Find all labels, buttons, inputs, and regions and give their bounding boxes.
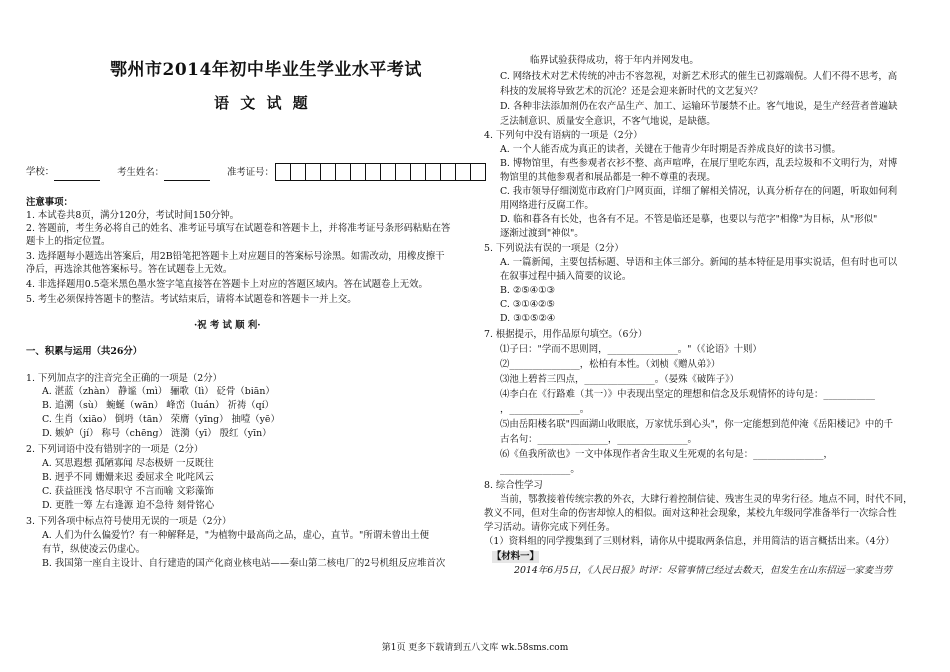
question-8-paragraph: 教义不同，但对生命的伤害却惊人的相似。面对这种社会现象，某校九年级同学准备举行一次综合性	[484, 508, 897, 519]
page-footer: 第1页 更多下载请到五八文库 wk.58sms.com	[381, 643, 569, 653]
note-item: 净后，再选涂其他答案标号。答在试题卷上无效。	[26, 264, 233, 275]
question-3-option: C. 网络技术对艺术传统的冲击不容忽视，对新艺术形式的催生已初露端倪。人们不得不思考，高	[500, 71, 898, 82]
question-7-item: _______________。	[500, 464, 580, 475]
question-7-item: ⑸由岳阳楼名联"四面湖山收眼底，万家忧乐到心头"，你一定能想到范仲淹《岳阳楼记》中的千	[500, 419, 894, 430]
question-5-option: 在叙事过程中插入简要的议论。	[500, 271, 632, 282]
question-1-option: D. 嫉妒（jí） 称号（chēng） 涟漪（yī） 殷红（yīn）	[42, 428, 272, 439]
question-4-stem: 4. 下列句中没有语病的一项是（2分）	[484, 130, 643, 141]
question-3-stem: 3. 下列各项中标点符号使用无误的一项是（2分）	[26, 516, 232, 527]
question-8-task: （1）资料组的同学搜集到了三则材料，请你从中提取两条信息，并用简洁的语言概括出来。（4分）	[484, 536, 895, 547]
question-4-option: 逐渐过渡到"神似"。	[500, 228, 584, 239]
school-field[interactable]	[54, 170, 100, 181]
question-4-option: C. 我市领导仔细浏览市政府门户网页面，详细了解相关情况，认真分析存在的问题，听取如何利	[500, 186, 898, 197]
exam-title: 鄂州市2014年初中毕业生学业水平考试	[110, 60, 422, 80]
question-7-item: ⑴子曰："学而不思则罔，_______________。"（《论语》十则）	[500, 344, 762, 355]
question-7-item: ⑶池上碧苔三四点，_______________。（晏殊《破阵子》）	[500, 374, 740, 385]
question-5-option: B. ②⑤④①③	[500, 285, 555, 296]
question-1-option: C. 生肖（xiāo） 倒坍（tān） 荣膺（yīng） 抽噎（yē）	[42, 414, 280, 425]
question-3-option: A. 人们为什么偏爱竹？有一种解释是，"为植物中最高尚之品，虚心，直节。"所谓未曾出土便	[42, 530, 429, 541]
question-8-paragraph: 学习活动。请你完成下列任务。	[484, 522, 616, 533]
question-5-stem: 5. 下列说法有误的一项是（2分）	[484, 243, 624, 254]
question-3-option: B. 我国第一座自主设计、自行建造的国产化商业核电站——秦山第二核电厂的2号机组反应堆首次	[42, 558, 446, 569]
question-1-stem: 1. 下列加点字的注音完全正确的一项是（2分）	[26, 373, 223, 384]
question-4-option: 用网络进行反腐工作。	[500, 200, 594, 211]
note-item: 题卡上的指定位置。	[26, 236, 111, 247]
name-field[interactable]	[164, 170, 210, 181]
question-8-paragraph: 当前，鄂教接着传统宗教的外衣，大肆行着控制信徒、残害生灵的卑劣行径。地点不同，时代不同，	[500, 494, 913, 505]
school-label: 学校：	[26, 166, 55, 178]
note-item: 1. 本试卷共8页，满分120分，考试时间150分钟。	[26, 210, 240, 221]
good-luck-wish: ·祝 考 试 顺 利·	[194, 320, 261, 331]
question-7-item: 古名句：_______________，_______________。	[500, 434, 697, 445]
notes-heading: 注意事项：	[26, 197, 73, 208]
question-7-stem: 7. 根据提示，用作品原句填空。（6分）	[484, 329, 648, 340]
question-4-option: 物馆里的其他参观者和展品都是一种不尊重的表现。	[500, 172, 716, 183]
question-3-option: 科技的发展将导致艺术的沉沦？还是会迎来新时代的文艺复兴？	[500, 86, 763, 97]
question-2-option: C. 获益匪浅 恪尽职守 不言而喻 文彩藻饰	[42, 486, 214, 497]
question-7-item: ⑵_______________，松柏有本性。（刘桢《赠从弟》）	[500, 359, 721, 370]
question-5-option: D. ③①⑤②④	[500, 313, 556, 324]
exam-no-boxes[interactable]	[276, 163, 486, 181]
question-2-option: D. 更胜一筹 左右逢源 迫不急待 刻骨铭心	[42, 500, 215, 511]
question-4-option: B. 博物馆里，有些参观者衣衫不整、高声喧哗，在展厅里吃东西，乱丢垃圾和不文明行为，对博	[500, 158, 898, 169]
question-2-option: A. 冥思遐想 孤陋寡闻 尽态极妍 一反既往	[42, 458, 214, 469]
note-item: 3. 选择题每小题选出答案后，用2B铅笔把答题卡上对应题目的答案标号涂黑。如需改动，用橡皮擦干	[26, 251, 445, 262]
question-7-item: ⑷李白在《行路难（其一）》中表现出坚定的理想和信念及乐观情怀的诗句是：___________	[500, 389, 875, 400]
material-text: 2014年6月5日，《人民日报》时评：尽管事情已经过去数天，但发生在山东招远一家麦当劳	[514, 565, 892, 576]
question-3-option: D. 各种非法添加剂仍在农产品生产、加工、运输环节屡禁不止。客气地说，是生产经营者普遍缺	[500, 101, 898, 112]
note-item: 5. 考生必须保持答题卡的整洁。考试结束后，请将本试题卷和答题卡一并上交。	[26, 294, 357, 305]
material-label: 【材料一】	[492, 551, 539, 562]
subject-title: 语 文 试 题	[214, 94, 311, 112]
question-1-option: A. 湛蓝（zhàn） 静谧（mì） 骊歌（lì） 砭骨（biān）	[42, 386, 275, 397]
question-2-option: B. 迥乎不同 姗姗来迟 委屈求全 叱咤风云	[42, 472, 214, 483]
candidate-info-row	[26, 163, 486, 181]
question-2-stem: 2. 下列词语中没有错别字的一项是（2分）	[26, 444, 204, 455]
question-4-option: A. 一个人能否成为真正的读者，关键在于他青少年时期是否养成良好的读书习惯。	[500, 144, 841, 155]
question-5-option: C. ③①④②⑤	[500, 299, 555, 310]
question-5-option: A. 一篇新闻，主要包括标题、导语和主体三部分。新闻的基本特征是用事实说话，但有时也可以	[500, 257, 898, 268]
name-label: 考生姓名：	[117, 166, 165, 178]
note-item: 4. 非选择题用0.5毫米黑色墨水签字笔直接答在答题卡上对应的答题区域内。答在试题卷上无效。	[26, 279, 428, 290]
question-3-option: 乏法制意识、质量安全意识，不客气地说，是缺德。	[500, 116, 716, 127]
question-8-stem: 8. 综合性学习	[484, 480, 543, 491]
question-4-option: D. 临和暮各有长处，也各有不足。不管是临还是摹，也要以与范字"相像"为目标，从"形似"	[500, 214, 878, 225]
question-7-item: ⑹《鱼我所欲也》一文中体现作者舍生取义生死观的名句是：_______________，	[500, 449, 833, 460]
section-heading: 一、积累与运用（共26分）	[26, 346, 143, 357]
question-7-item: ，_______________。	[500, 404, 590, 415]
note-item: 2. 答题前，考生务必将自己的姓名、准考证号填写在试题卷和答题卡上，并将准考证号条形码粘贴在答	[26, 223, 451, 234]
question-1-option: B. 追溯（sù） 蜿蜒（wān） 峰峦（luán） 祈祷（qí）	[42, 400, 274, 411]
question-3-option: 有节，纵使凌云仍虚心。	[42, 544, 146, 555]
question-3-continued: 临界试验获得成功，将于年内并网发电。	[530, 55, 699, 66]
exam-no-label: 准考证号：	[227, 166, 274, 178]
